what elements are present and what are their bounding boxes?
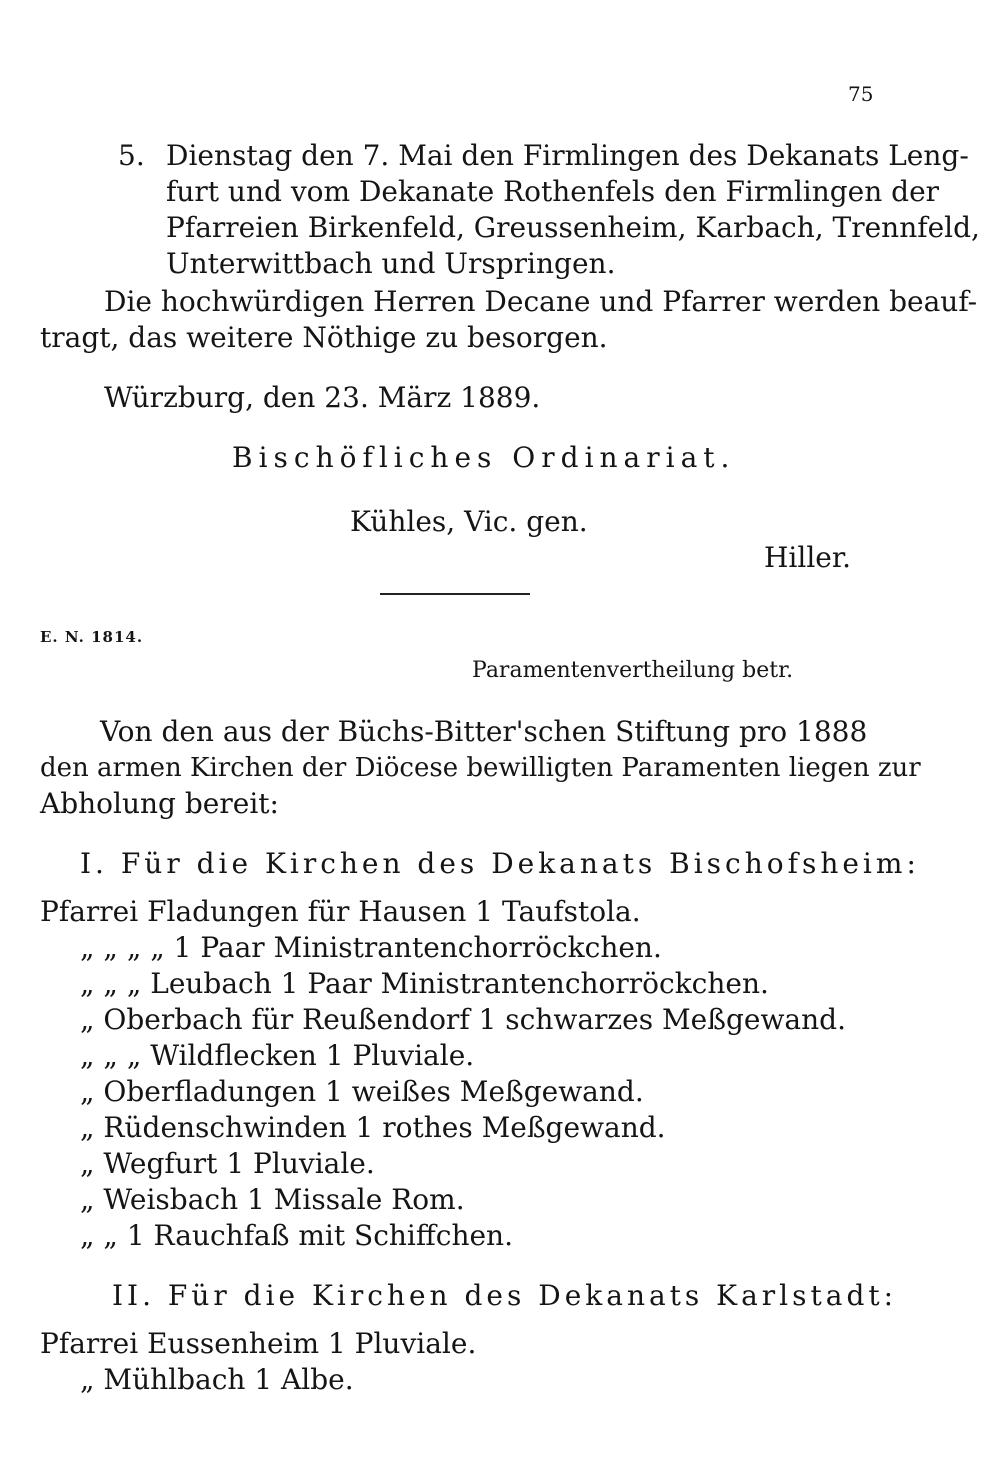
- section-2-entry: „ Mühlbach 1 Albe.: [80, 1363, 354, 1396]
- divider-rule: [380, 593, 530, 595]
- intro-line: Von den aus der Büchs-Bitter'schen Stiftung pro 1888: [100, 715, 868, 748]
- section-1-entry: „ „ „ „ 1 Paar Ministrantenchorröckchen.: [80, 931, 662, 964]
- closing-line: Die hochwürdigen Herren Decane und Pfarrer werden beauf-: [104, 285, 978, 318]
- item-5-line: Pfarreien Birkenfeld, Greussenheim, Karbach, Trennfeld,: [166, 211, 980, 244]
- signature-vicar: Kühles, Vic. gen.: [350, 505, 588, 538]
- intro-line: den armen Kirchen der Diöcese bewilligten Paramenten liegen zur: [40, 753, 921, 783]
- section-2-entry: Pfarrei Eussenheim 1 Pluviale.: [40, 1327, 477, 1360]
- section-1-entry: „ „ „ Leubach 1 Paar Ministrantenchorröckchen.: [80, 967, 769, 1000]
- reference-number: E. N. 1814.: [40, 628, 144, 646]
- item-5-line: furt und vom Dekanate Rothenfels den Firmlingen der: [166, 175, 940, 208]
- section-1-entry: „ Weisbach 1 Missale Rom.: [80, 1183, 465, 1216]
- item-5-number: 5.: [118, 139, 145, 172]
- intro-line: Abholung bereit:: [40, 787, 279, 820]
- place-date: Würzburg, den 23. März 1889.: [104, 381, 541, 414]
- section-1-entry: „ Rüdenschwinden 1 rothes Meßgewand.: [80, 1111, 666, 1144]
- signature-secretary: Hiller.: [764, 541, 852, 574]
- subject-line: Paramentenvertheilung betr.: [472, 658, 794, 683]
- section-1-entry: „ Wegfurt 1 Pluviale.: [80, 1147, 375, 1180]
- item-5-line: Dienstag den 7. Mai den Firmlingen des Dekanats Leng-: [166, 139, 969, 172]
- section-1-entry: „ Oberfladungen 1 weißes Meßgewand.: [80, 1075, 644, 1108]
- section-2-heading: II. Für die Kirchen des Dekanats Karlstadt:: [112, 1279, 898, 1312]
- section-1-entry: Pfarrei Fladungen für Hausen 1 Taufstola.: [40, 895, 641, 928]
- section-1-entry: „ „ 1 Rauchfaß mit Schiffchen.: [80, 1219, 513, 1252]
- section-1-entry: „ „ „ Wildflecken 1 Pluviale.: [80, 1039, 475, 1072]
- page-number: 75: [848, 82, 874, 106]
- closing-line: tragt, das weitere Nöthige zu besorgen.: [40, 321, 608, 354]
- authority-title: Bischöfliches Ordinariat.: [232, 441, 736, 474]
- item-5-line: Unterwittbach und Urspringen.: [166, 247, 616, 280]
- section-1-entry: „ Oberbach für Reußendorf 1 schwarzes Meßgewand.: [80, 1003, 846, 1036]
- section-1-heading: I. Für die Kirchen des Dekanats Bischofsheim:: [80, 847, 920, 880]
